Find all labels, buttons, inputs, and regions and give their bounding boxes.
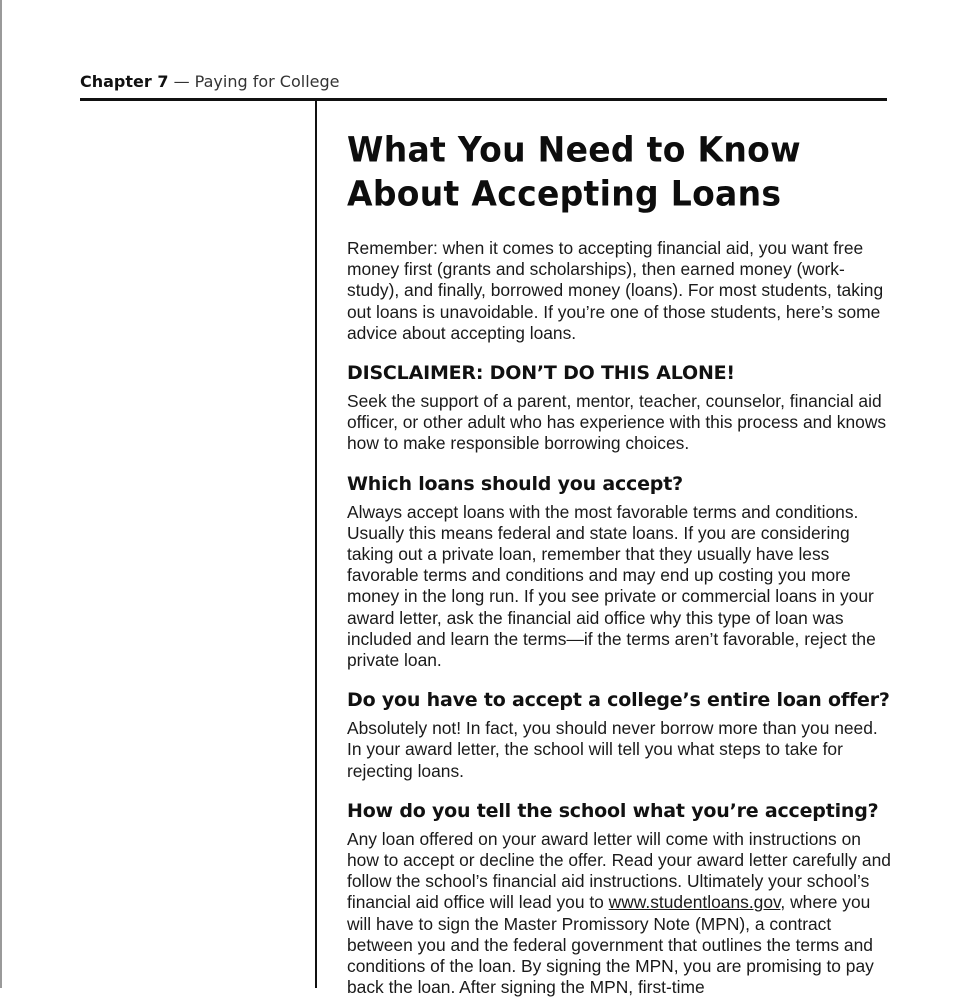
section-label: Paying for College [194, 72, 340, 91]
header-separator: — [173, 72, 190, 91]
running-header [80, 71, 339, 93]
page-left-edge [0, 0, 2, 988]
studentloans-link[interactable]: www.studentloans.gov [608, 892, 781, 913]
header-rule [80, 98, 887, 101]
article-title [347, 128, 892, 216]
tell-school-heading: How do you tell the school what you’re accepting? [347, 799, 879, 822]
article-title-line-2: About Accepting Loans [347, 173, 782, 215]
tell-school-paragraph [347, 829, 892, 998]
article-title-line-1: What You Need to Know [347, 129, 801, 170]
article [347, 128, 892, 998]
column-rule [315, 100, 317, 988]
entire-offer-heading: Do you have to accept a college’s entire loan offer? [347, 689, 890, 712]
disclaimer-heading: DISCLAIMER: DON’T DO THIS ALONE! [347, 362, 735, 385]
intro-paragraph: Remember: when it comes to accepting financial aid, you want free money first (grants and scholarships), then earned money (work-study), and finally, borrowed money (loans). For most students, taking out loans is unavoidable. If you’re one of those students, here’s some advice about accepting loans. [347, 238, 884, 343]
entire-offer-paragraph: Absolutely not! In fact, you should never borrow more than you need. In your award letter, the school will tell you what steps to take for rejecting loans. [347, 718, 878, 781]
disclaimer-paragraph: Seek the support of a parent, mentor, teacher, counselor, financial aid officer, or other adult who has experience with this process and knows how to make responsible borrowing choices. [347, 391, 887, 454]
tell-school-text-after-link: , where you will have to sign the Master Promissory Note (MPN), a contract between you and the federal government that outlines the terms and conditions of the loan. By signing the MPN, you are promising to pay back the loan. After signing the MPN, first-time [347, 892, 874, 998]
which-loans-heading: Which loans should you accept? [347, 472, 683, 495]
tell-school-text-before-link: Any loan offered on your award letter will come with instructions on how to accept or decline the offer. Read your award letter carefully and follow the school’s financial aid instructions. Ultimately your school’s financial aid office will lead you to [347, 828, 891, 913]
which-loans-paragraph: Always accept loans with the most favorable terms and conditions. Usually this means federal and state loans. If you are considering taking out a private loan, remember that they usually have less favorable terms and conditions and may end up costing you more money in the long run. If you see private or commercial loans in your award letter, ask the financial aid office why this type of loan was included and learn the terms—if the terms aren’t favorable, reject the private loan. [347, 501, 876, 671]
chapter-label: Chapter 7 [80, 72, 169, 91]
